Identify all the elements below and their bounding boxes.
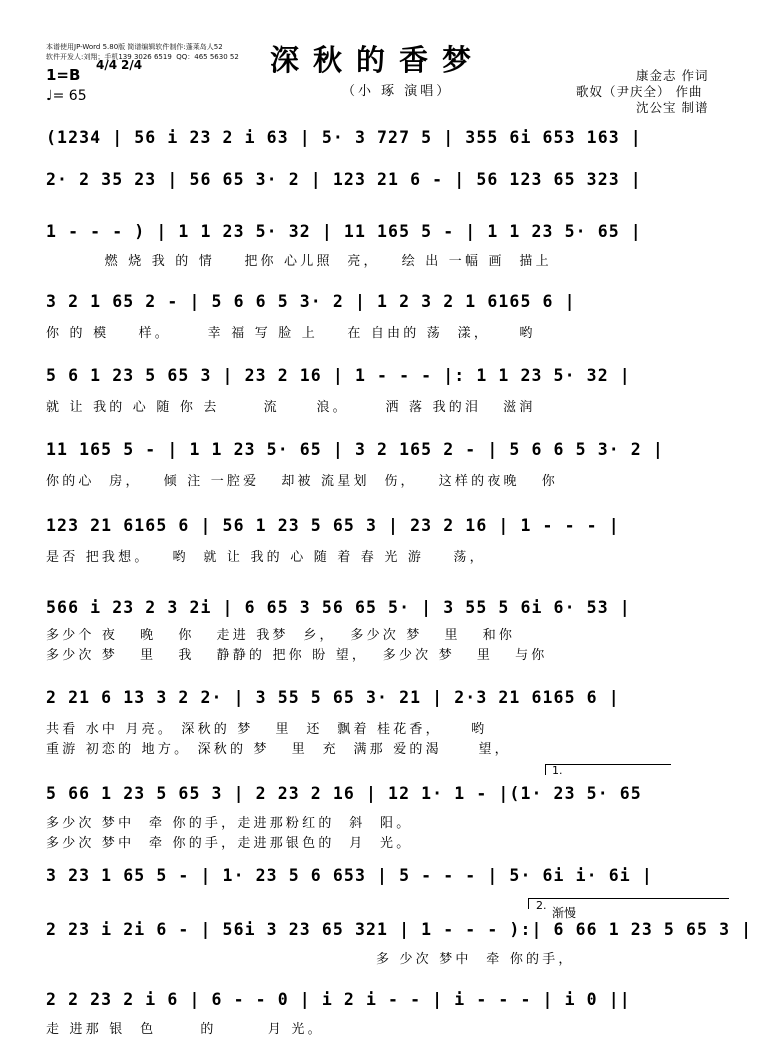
song-title: 深秋的香梦: [270, 43, 486, 77]
key-signature: 1=B: [46, 66, 81, 84]
score-row-8: 566 i 23 2 3 2i | 6 65 3 56 65 5· | 3 55 5 6i 6· 53 |: [46, 598, 631, 617]
time-signature-1: 4/4: [96, 58, 118, 72]
score-row-5: 5 6 1 23 5 65 3 | 23 2 16 | 1 - - - |: 1 1 23 5· 32 |: [46, 366, 631, 385]
lyric-row-4: 你 的 模 样。 幸 福 写 脸 上 在 自由的 荡 漾， 哟: [46, 326, 536, 341]
score-row-3: 1 - - - ) | 1 1 23 5· 32 | 11 165 5 - | 1 1 23 5· 65 |: [46, 222, 642, 241]
volta-1-bracket: [545, 764, 671, 775]
arranger-credit: 沈公宝 制谱: [636, 100, 709, 115]
lyric-row-8b: 多少次 梦 里 我 静静的 把你 盼 望， 多少次 梦 里 与你: [46, 648, 548, 663]
score-row-13: 2 2 23 2 i 6 | 6 - - 0 | i 2 i - - | i - - - | i 0 ||: [46, 990, 631, 1009]
score-row-11: 3 23 1 65 5 - | 1· 23 5 6 653 | 5 - - - | 5· 6i i· 6i |: [46, 866, 653, 885]
score-row-4: 3 2 1 65 2 - | 5 6 6 5 3· 2 | 1 2 3 2 1 6165 6 |: [46, 292, 576, 311]
lyric-row-5: 就 让 我的 心 随 你 去 流 浪。 洒 落 我的泪 滋润: [46, 400, 536, 415]
software-note: 本谱使用JP-Word 5.80版 简谱编辑软件制作:蓬莱岛人52 软件开发人:刘翔；手机139 3026 6519 QQ：465 5630 52: [46, 43, 239, 61]
composer-credit: 歌奴（尹庆全） 作曲: [576, 84, 703, 99]
score-row-12: 2 23 i 2i 6 - | 56i 3 23 65 321 | 1 - - - ):| 6 66 1 23 5 65 3 |: [46, 920, 753, 939]
ritardando-mark: 渐慢: [552, 906, 577, 920]
time-signature-2: 2/4: [121, 58, 143, 72]
tempo-marking: ♩= 65: [46, 88, 87, 104]
lyric-row-12: 多 少次 梦中 牵 你的手，: [46, 952, 575, 967]
lyric-row-9a: 共看 水中 月亮。 深秋的 梦 里 还 飘着 桂花香， 哟: [46, 722, 488, 737]
score-row-6: 11 165 5 - | 1 1 23 5· 65 | 3 2 165 2 - | 5 6 6 5 3· 2 |: [46, 440, 664, 459]
lyric-row-6: 你的心 房， 倾 注 一腔爱 却被 流星划 伤， 这样的夜晚 你: [46, 474, 558, 489]
lyric-row-7: 是否 把我想。 哟 就 让 我的 心 随 着 春 光 游 荡，: [46, 550, 486, 565]
lyric-row-10b: 多少次 梦中 牵 你的手，走进那银色的 月 光。: [46, 836, 413, 851]
score-row-9: 2 21 6 13 3 2 2· | 3 55 5 65 3· 21 | 2·3 21 6165 6 |: [46, 688, 620, 707]
lyric-row-13: 走 进那 银 色 的 月 光。: [46, 1022, 324, 1037]
volta-1: 1.: [552, 764, 563, 777]
score-row-2: 2· 2 35 23 | 56 65 3· 2 | 123 21 6 - | 56 123 65 323 |: [46, 170, 642, 189]
volta-2: 2.: [536, 899, 547, 912]
lyricist-credit: 康金志 作词: [636, 68, 709, 83]
score-row-1: (1234 | 56 i 23 2 i 63 | 5· 3 727 5 | 355 6i 653 163 |: [46, 128, 642, 147]
lyric-row-9b: 重游 初恋的 地方。 深秋的 梦 里 充 满那 爱的渴 望，: [46, 742, 511, 757]
lyric-row-3: 燃 烧 我 的 情 把你 心儿照 亮， 绘 出 一幅 画 描上: [46, 254, 552, 269]
lyric-row-10a: 多少次 梦中 牵 你的手，走进那粉红的 斜 阳。: [46, 816, 413, 831]
score-row-10: 5 66 1 23 5 65 3 | 2 23 2 16 | 12 1· 1 - |(1· 23 5· 65: [46, 784, 642, 803]
lyric-row-8a: 多少个 夜 晚 你 走进 我梦 乡， 多少次 梦 里 和你: [46, 628, 516, 643]
score-row-7: 123 21 6165 6 | 56 1 23 5 65 3 | 23 2 16 | 1 - - - |: [46, 516, 620, 535]
performer-subtitle: （小 琢 演唱）: [342, 84, 453, 99]
